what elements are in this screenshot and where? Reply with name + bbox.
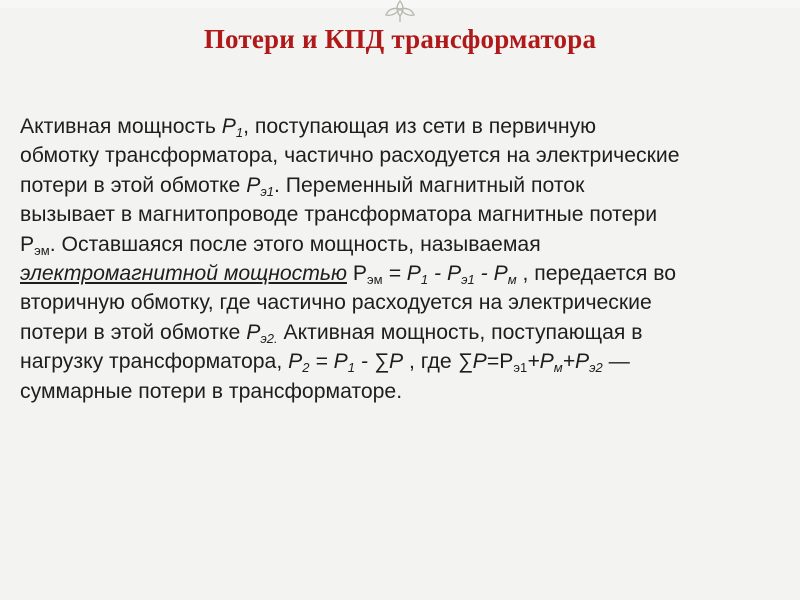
flower-ornament-icon xyxy=(381,0,419,24)
text-line: вызывает в магнитопроводе трансформатора магнитные потери xyxy=(20,203,658,227)
text-line: потери в этой обмотке $P_{э1}$. Переменный магнитный поток xyxy=(20,173,585,199)
text-line: $P_{эм}$. Оставшаяся после этого мощность, называемая xyxy=(20,232,541,258)
text-line: вторичную обмотку, где частично расходуется на электрические xyxy=(20,291,652,315)
text-line: электромагнитной мощностью $P_{эм} = P_1 - P_{э1} - P_м$ , передается во xyxy=(20,262,677,288)
em-power-term: электромагнитной мощностью xyxy=(20,262,347,286)
text-line: суммарные потери в трансформаторе. xyxy=(20,379,403,403)
text-line: нагрузку трансформатора, $P_2 = P_1 - \sum P$ , где $\sum P=P_{э1}+P_м+P_{э2}$ — xyxy=(20,350,630,376)
page-title: Потери и КПД трансформатора xyxy=(203,24,597,54)
body-paragraph xyxy=(20,112,780,406)
text-line: обмотку трансформатора, частично расходуется на электрические xyxy=(20,144,680,168)
text-line: потери в этой обмотке $P_{э2.}$ Активная мощность, поступающая в xyxy=(20,320,643,346)
text-line: Активная мощность $P_1$, поступающая из сети в первичную xyxy=(20,115,597,140)
